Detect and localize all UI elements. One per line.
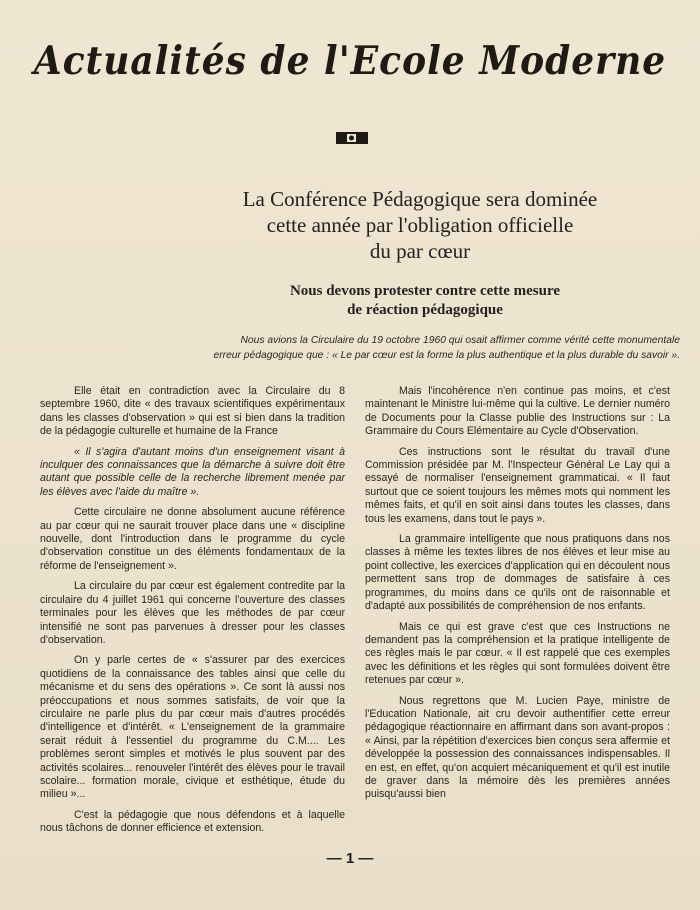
left-paragraph-6: C'est la pédagogie que nous défendons et à laquelle nous tâchons de donner efficience et extension. [40,808,345,835]
masthead-title: Actualités de l'Ecole Moderne [33,37,667,85]
subheadline [240,282,610,320]
intro-text [180,333,680,363]
intro-line-1: Nous avions la Circulaire du 19 octobre 1960 qui osait affirmer comme vérité cette monumentale [240,335,680,346]
subheadline-line-1: Nous devons protester contre cette mesure [289,283,561,299]
headline [160,186,680,264]
right-paragraph-2: Ces instructions sont le résultat du travail d'une Commission présidée par M. l'Inspecteur Général Le Lay qui a essayé de normaliser l'enseignement grammaticai. « Il faut surtout que ce soient toujours les mêmes mots qui nomment les mêmes faits, et qu'il en soit ainsi dans toutes les classes, dans tous les examens, dans tout le pays ». [365,445,670,525]
ornament-logo-icon [336,132,368,144]
right-paragraph-3: La grammaire intelligente que nous pratiquons dans nos classes à même les textes libres de nos élèves et leur mise au point collective, les exercices d'application qui en découlent nous permettent sans trop de dommages de satisfaire à ces programmes, du moins dans ce qu'ils ont de raisonnable et d'adapté aux possibilités de compréhension de nos enfants. [365,533,670,613]
subheadline-line-2: de réaction pédagogique [347,302,503,318]
right-paragraph-4: Mais ce qui est grave c'est que ces Instructions ne demandent pas la compréhension et la pratique intelligente de ces règles mais le par cœur. « Il est rappelé que ces exemples avec les définitions et les règles qui sont formulées doivent être retenues par cœur ». [365,620,670,687]
left-paragraph-5: On y parle certes de « s'assurer par des exercices quotidiens de la connaissance des tables ainsi que celle du mécanisme et du sens des opérations ». Ce sont là aussi nos préoccupations et nous sommes satisfaits, de voir que la circulaire ne parle plus du par cœur mais d'autres procédés d'intelligence et d'intérêt. « L'enseignement de la grammaire serait réduit à l'essentiel du programme du C.M.... Les problèmes seront simples et motivés le plus souvent par des activités scolaires... renouveler l'intérêt des élèves pour le travail scolaire... formation morale, civique et esthétique, étude du milieu »... [40,654,345,801]
left-paragraph-2: « Il s'agira d'autant moins d'un enseignement visant à inculquer des connaissances que la démarche à suivre doit être autant que possible celle de la recherche librement menée par les élèves avec l'aide du maître ». [40,445,345,498]
page-number: — 1 — [326,850,374,867]
right-column [365,385,670,809]
left-paragraph-1: Elle était en contradiction avec la Circulaire du 8 septembre 1960, dite « des travaux scientifiques expérimentaux dans les classes d'observation » qui est si bien dans la tradition de la pédagogie culturelle et humaine de la France [40,385,345,438]
right-paragraph-5: Nous regrettons que M. Lucien Paye, ministre de l'Education Nationale, ait cru devoir authentifier cette erreur pédagogique réactionnaire en affirmant dans son avant-propos : « Ainsi, par la répétition d'exercices bien conçus sera affermie et développée la possession des connaissances indispensables. Il en est, en effet, qu'on acquiert mécaniquement et qu'il est inutile de graver dans la mémoire dès les premières années puisqu'aussi bien [365,694,670,801]
headline-line-2: cette année par l'obligation officielle [266,213,574,237]
intro-line-2: erreur pédagogique que : « Le par cœur est la forme la plus authentique et la plus durable du savoir ». [213,350,680,361]
left-paragraph-3: Cette circulaire ne donne absolument aucune référence au par cœur qui ne saurait trouver place dans une « discipline nouvelle, dont l'introduction dans le programme du cycle d'observation constitue un des éléments fondamentaux de la réforme de l'enseignement ». [40,506,345,572]
headline-line-3: du par cœur [369,239,471,263]
left-column [40,385,345,843]
left-paragraph-4: La circulaire du par cœur est également contredite par la circulaire du 4 juillet 1961 qui concerne l'ouverture des classes terminales pour les élèves que les méthodes de par cœur intensifié ne sont pas parvenues à dresser pour les classes d'observation. [40,580,345,646]
headline-line-1: La Conférence Pédagogique sera dominée [242,187,598,211]
right-paragraph-1: Mais l'incohérence n'en continue pas moins, et c'est maintenant le Ministre lui-même qui la cultive. Le dernier numéro de Documents pour la Classe publie des Instructions sur : La Grammaire du Cours Elémentaire au Cycle d'Observation. [365,385,670,438]
